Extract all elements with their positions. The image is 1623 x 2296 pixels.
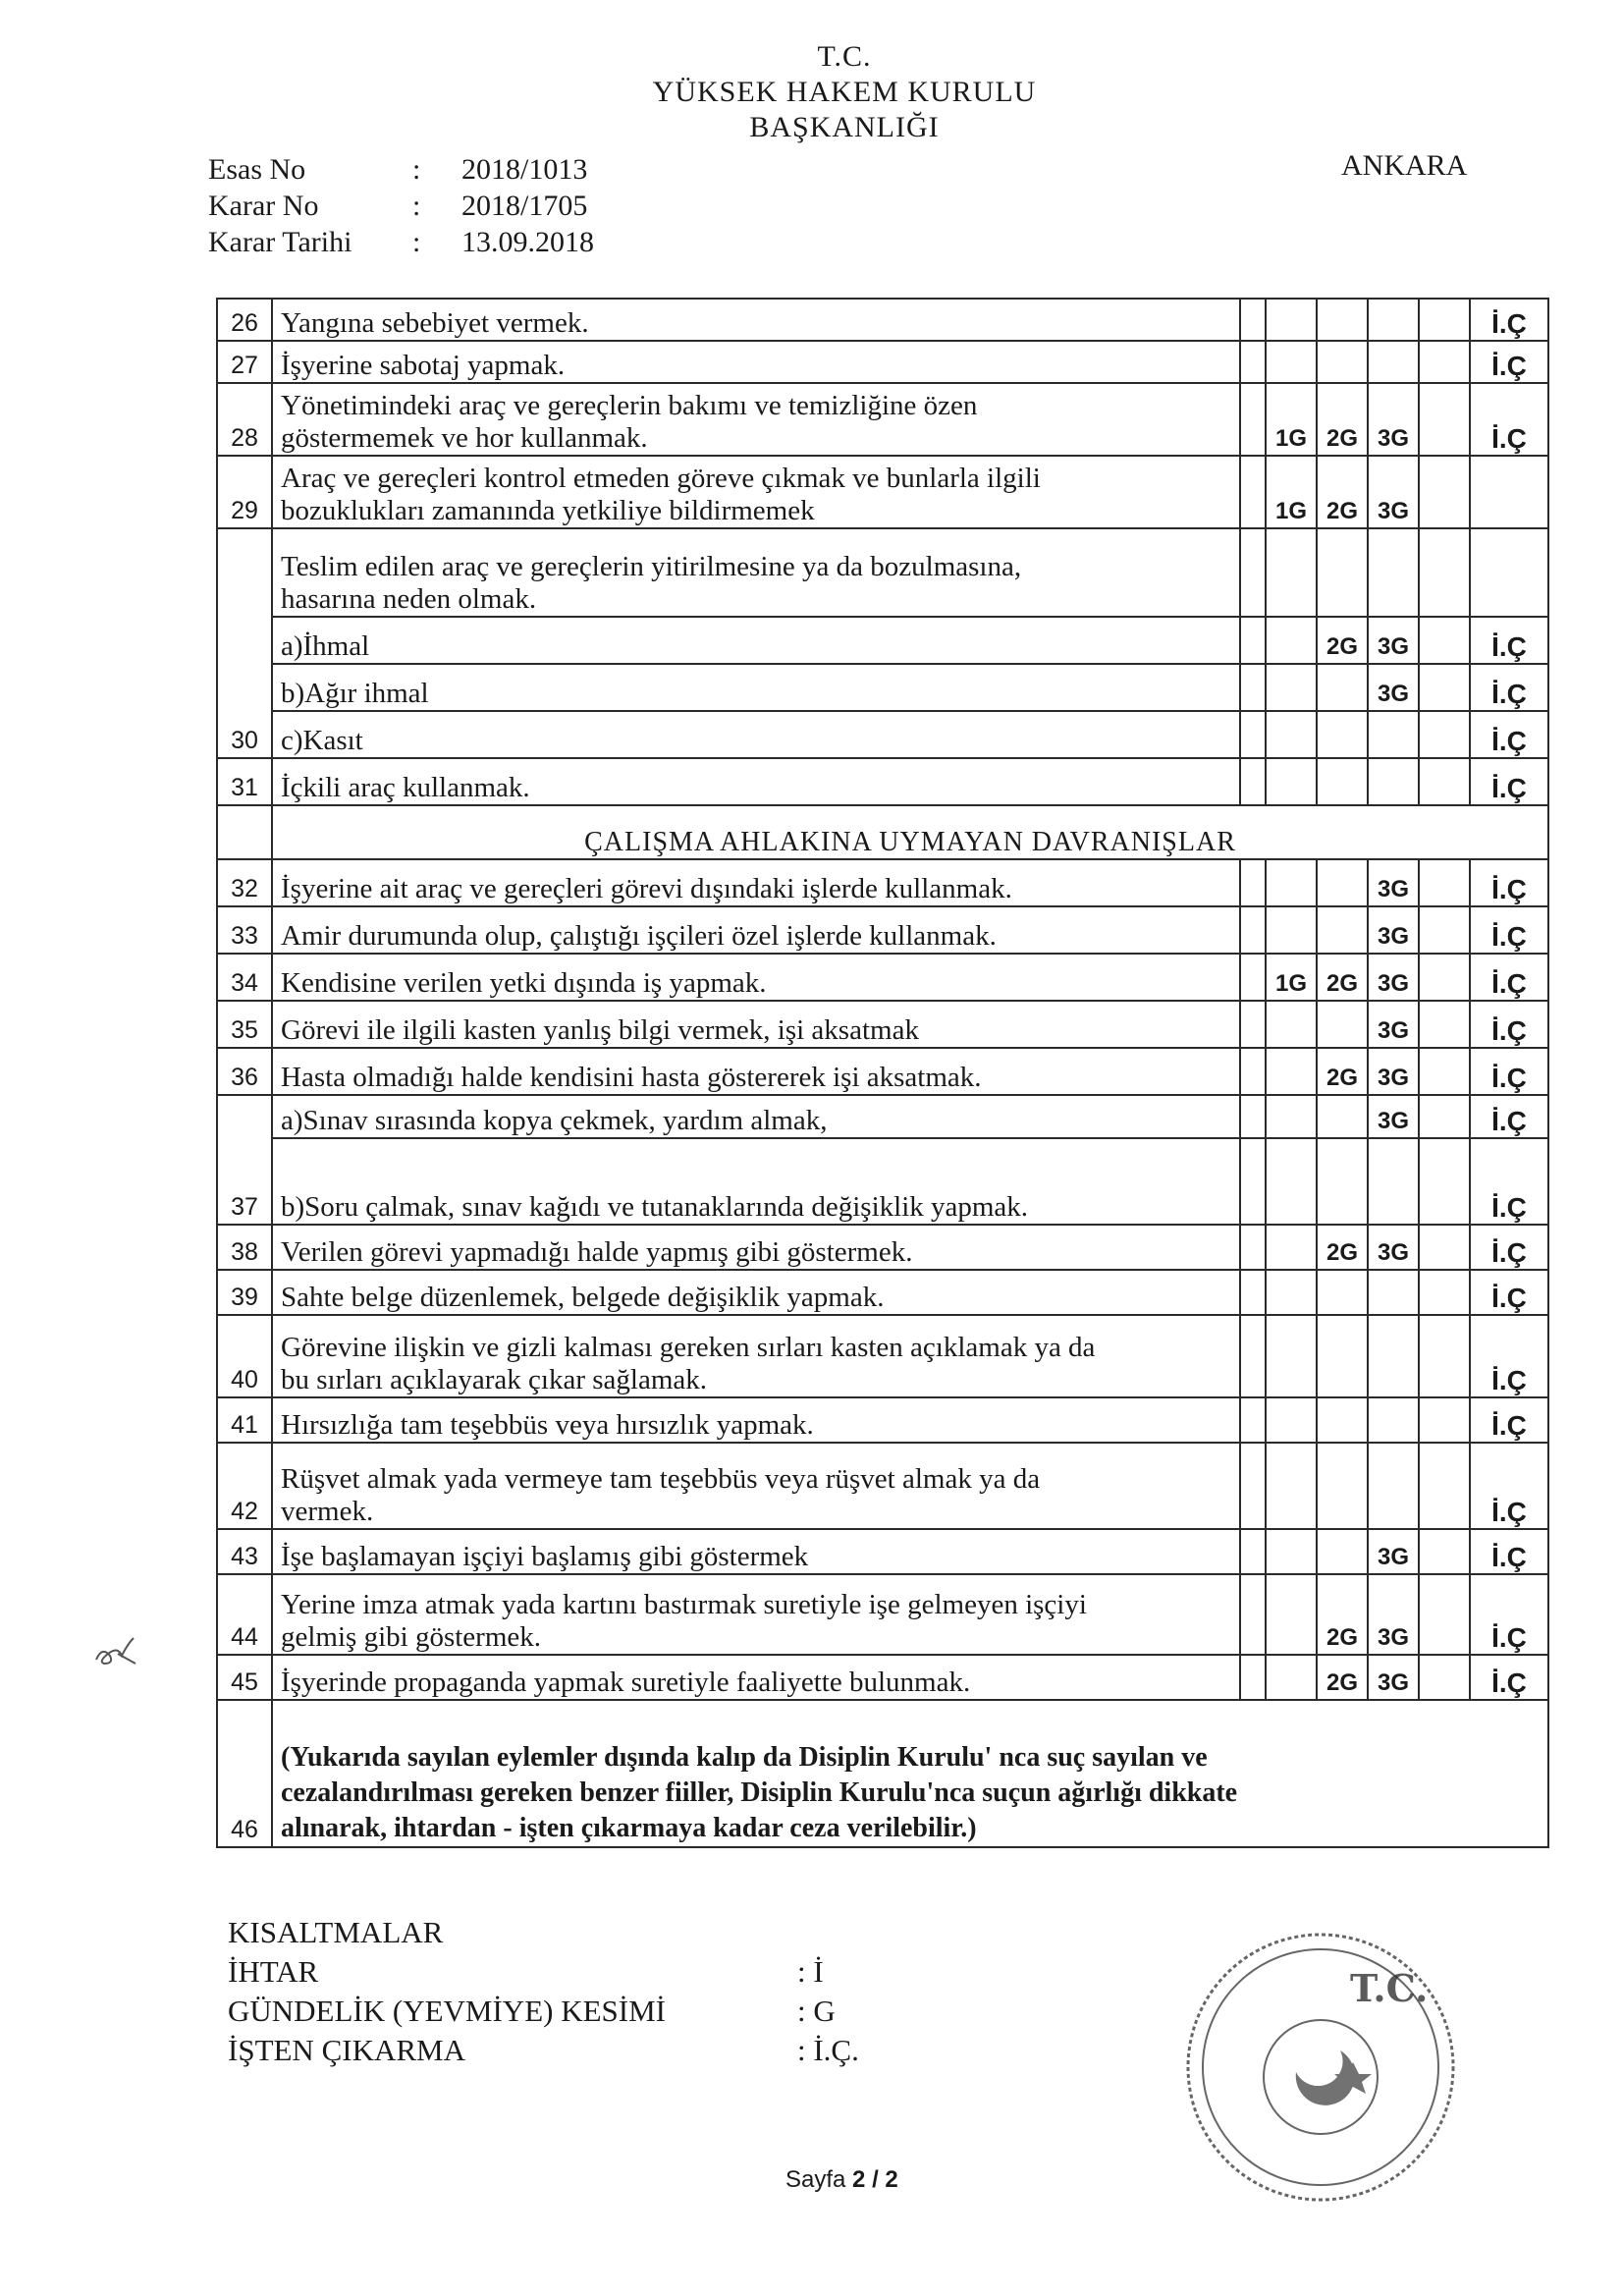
penalty-2g: 2G: [1317, 456, 1368, 528]
header-line-presidency: BAŞKANLIĞI: [749, 111, 940, 143]
table-row: [217, 1397, 1548, 1443]
row-number: 43: [217, 1529, 272, 1574]
penalty-dismissal: İ.Ç: [1470, 906, 1548, 954]
row-number: 38: [217, 1225, 272, 1270]
penalty-2g: 2G: [1317, 954, 1368, 1001]
table-row: [217, 758, 1548, 805]
row-text: [272, 1443, 1240, 1529]
row-text: Kendisine verilen yetki dışında iş yapmak.: [272, 954, 1240, 1001]
city-label: ANKARA: [1341, 149, 1468, 182]
penalty-3g: 3G: [1368, 383, 1419, 456]
table-row: [217, 456, 1548, 528]
page-value: 2 / 2: [852, 2166, 898, 2193]
row-text: İşe başlamayan işçiyi başlamış gibi göstermek: [272, 1529, 1240, 1574]
row-text-line: bu sırları açıklayarak çıkar sağlamak.: [281, 1364, 707, 1395]
penalty-dismissal: İ.Ç: [1470, 1655, 1548, 1700]
meta-label: Esas No: [208, 153, 306, 186]
penalty-3g: 3G: [1368, 1048, 1419, 1095]
row-text-line: Rüşvet almak yada vermeye tam teşebbüs veya rüşvet almak ya da: [281, 1463, 1041, 1495]
penalty-3g: 3G: [1368, 1529, 1419, 1574]
abbreviations-title: KISALTMALAR: [228, 1915, 444, 1949]
table-row: [217, 1001, 1548, 1048]
row-number: 26: [217, 299, 272, 341]
table-row: [217, 383, 1548, 456]
row-text: [272, 528, 1240, 617]
penalty-3g: 3G: [1368, 1225, 1419, 1270]
penalty-dismissal: İ.Ç: [1470, 617, 1548, 664]
penalty-dismissal: İ.Ç: [1470, 1138, 1548, 1225]
header-line-tc: T.C.: [817, 40, 872, 73]
row-text: Yangına sebebiyet vermek.: [272, 299, 1240, 341]
table-row: [217, 528, 1548, 617]
meta-colon: :: [412, 226, 421, 258]
abbreviation-value: : İ: [797, 1954, 824, 1989]
row-text: [272, 456, 1240, 528]
penalty-dismissal: İ.Ç: [1470, 711, 1548, 758]
row-number: 28: [217, 383, 272, 456]
table-row: [217, 299, 1548, 341]
header-line-institution: YÜKSEK HAKEM KURULU: [652, 76, 1037, 108]
meta-value: 2018/1013: [461, 153, 588, 186]
penalty-3g: 3G: [1368, 859, 1419, 906]
table-row: [217, 1270, 1548, 1315]
row-text-line: (Yukarıda sayılan eylemler dışında kalıp da Disiplin Kurulu' nca suç sayılan ve: [281, 1742, 1208, 1773]
row-number: 30: [217, 528, 272, 758]
penalty-dismissal: İ.Ç: [1470, 1270, 1548, 1315]
discipline-table: [216, 298, 1549, 1848]
table-row: [217, 617, 1548, 664]
row-text: c)Kasıt: [272, 711, 1240, 758]
penalty-dismissal: İ.Ç: [1470, 859, 1548, 906]
penalty-dismissal: İ.Ç: [1470, 1048, 1548, 1095]
row-text: [272, 1574, 1240, 1655]
row-text: [272, 1700, 1548, 1847]
row-number: 29: [217, 456, 272, 528]
row-text: [272, 383, 1240, 456]
meta-colon: :: [412, 153, 421, 186]
meta-value: 13.09.2018: [461, 226, 594, 258]
penalty-3g: 3G: [1368, 617, 1419, 664]
penalty-dismissal: İ.Ç: [1470, 299, 1548, 341]
penalty-3g: 3G: [1368, 456, 1419, 528]
row-number: 33: [217, 906, 272, 954]
row-number: 42: [217, 1443, 272, 1529]
row-text: Amir durumunda olup, çalıştığı işçileri özel işlerde kullanmak.: [272, 906, 1240, 954]
row-text-line: alınarak, ihtardan - işten çıkarmaya kadar ceza verilebilir.): [281, 1813, 977, 1843]
penalty-2g: 2G: [1317, 617, 1368, 664]
penalty-1g: 1G: [1266, 383, 1317, 456]
row-text: b)Soru çalmak, sınav kağıdı ve tutanaklarında değişiklik yapmak.: [272, 1138, 1240, 1225]
row-text-line: hasarına neden olmak.: [281, 583, 537, 615]
table-row: [217, 1095, 1548, 1138]
penalty-2g: 2G: [1317, 1225, 1368, 1270]
abbreviation-label: İŞTEN ÇIKARMA: [228, 2033, 465, 2067]
row-text-line: Araç ve gereçleri kontrol etmeden göreve çıkmak ve bunlarla ilgili: [281, 463, 1041, 494]
penalty-dismissal: İ.Ç: [1470, 1225, 1548, 1270]
meta-label: Karar No: [208, 190, 319, 222]
abbreviation-item: [228, 1952, 859, 1992]
row-text: Sahte belge düzenlemek, belgede değişiklik yapmak.: [272, 1270, 1240, 1315]
penalty-dismissal: İ.Ç: [1470, 954, 1548, 1001]
penalty-dismissal: İ.Ç: [1470, 1529, 1548, 1574]
row-text: Hasta olmadığı halde kendisini hasta göstererek işi aksatmak.: [272, 1048, 1240, 1095]
row-text-line: Yerine imza atmak yada kartını bastırmak suretiyle işe gelmeyen işçiyi: [281, 1589, 1087, 1620]
abbreviation-value: : G: [797, 1994, 836, 2028]
abbreviation-value: : İ.Ç.: [797, 2033, 859, 2067]
table-row: [217, 954, 1548, 1001]
penalty-dismissal: İ.Ç: [1470, 1315, 1548, 1397]
table-row: [217, 859, 1548, 906]
table-row: [217, 664, 1548, 711]
row-number: 34: [217, 954, 272, 1001]
penalty-dismissal: İ.Ç: [1470, 664, 1548, 711]
handwritten-initials-icon: [88, 1620, 147, 1679]
abbreviations-block: [228, 1913, 859, 2070]
row-text: İşyerine ait araç ve gereçleri görevi dışındaki işlerde kullanmak.: [272, 859, 1240, 906]
penalty-2g: 2G: [1317, 1048, 1368, 1095]
penalty-dismissal: İ.Ç: [1470, 383, 1548, 456]
row-text-line: Yönetimindeki araç ve gereçlerin bakımı ve temizliğine özen: [281, 390, 978, 421]
meta-colon: :: [412, 190, 421, 222]
table-row: [217, 341, 1548, 383]
table-row: [217, 1048, 1548, 1095]
penalty-2g: 2G: [1317, 383, 1368, 456]
row-text: b)Ağır ihmal: [272, 664, 1240, 711]
meta-row-tarih: [208, 224, 594, 260]
row-number: 27: [217, 341, 272, 383]
row-text-line: Teslim edilen araç ve gereçlerin yitirilmesine ya da bozulmasına,: [281, 551, 1022, 582]
row-text: a)Sınav sırasında kopya çekmek, yardım almak,: [272, 1095, 1240, 1138]
table-row: [217, 1138, 1548, 1225]
row-number: 40: [217, 1315, 272, 1397]
official-seal-icon: [1178, 1925, 1463, 2210]
table-row: [217, 1443, 1548, 1529]
penalty-3g: 3G: [1368, 954, 1419, 1001]
penalty-dismissal: İ.Ç: [1470, 1574, 1548, 1655]
penalty-3g: 3G: [1368, 906, 1419, 954]
penalty-2g: 2G: [1317, 1574, 1368, 1655]
row-text-line: Görevine ilişkin ve gizli kalması gereken sırları kasten açıklamak ya da: [281, 1332, 1096, 1363]
penalty-1g: 1G: [1266, 456, 1317, 528]
row-number: 31: [217, 758, 272, 805]
table-row: [217, 711, 1548, 758]
row-number: 35: [217, 1001, 272, 1048]
table-row: [217, 1700, 1548, 1847]
table-row: [217, 1315, 1548, 1397]
meta-row-karar: [208, 188, 594, 224]
meta-row-esas: [208, 151, 594, 188]
table-row: [217, 1574, 1548, 1655]
penalty-dismissal: İ.Ç: [1470, 758, 1548, 805]
row-number: 45: [217, 1655, 272, 1700]
case-meta: [208, 151, 594, 260]
row-number: 46: [217, 1700, 272, 1847]
penalty-dismissal: İ.Ç: [1470, 1001, 1548, 1048]
section-heading: ÇALIŞMA AHLAKINA UYMAYAN DAVRANIŞLAR: [272, 805, 1548, 859]
row-text: a)İhmal: [272, 617, 1240, 664]
table-row: [217, 1655, 1548, 1700]
page-number: [785, 2166, 898, 2194]
penalty-3g: 3G: [1368, 1001, 1419, 1048]
row-text-line: göstermemek ve hor kullanmak.: [281, 422, 648, 454]
penalty-2g: 2G: [1317, 1655, 1368, 1700]
row-text: İçkili araç kullanmak.: [272, 758, 1240, 805]
table-row: [217, 1225, 1548, 1270]
row-number: 41: [217, 1397, 272, 1443]
row-text-line: cezalandırılması gereken benzer fiiller, Disiplin Kurulu'nca suçun ağırlığı dikkate: [281, 1777, 1238, 1808]
row-number: 44: [217, 1574, 272, 1655]
row-number: 36: [217, 1048, 272, 1095]
row-text: İşyerinde propaganda yapmak suretiyle faaliyette bulunmak.: [272, 1655, 1240, 1700]
meta-label: Karar Tarihi: [208, 226, 352, 258]
section-row: [217, 805, 1548, 859]
abbreviation-label: İHTAR: [228, 1954, 319, 1989]
penalty-dismissal: İ.Ç: [1470, 1095, 1548, 1138]
row-number: 32: [217, 859, 272, 906]
table-row: [217, 1529, 1548, 1574]
page-prefix: Sayfa: [785, 2166, 846, 2193]
abbreviation-label: GÜNDELİK (YEVMİYE) KESİMİ: [228, 1994, 666, 2028]
row-text-line: bozuklukları zamanında yetkiliye bildirmemek: [281, 495, 815, 526]
row-text-line: vermek.: [281, 1496, 374, 1527]
penalty-1g: 1G: [1266, 954, 1317, 1001]
penalty-dismissal: İ.Ç: [1470, 341, 1548, 383]
penalty-dismissal: İ.Ç: [1470, 1443, 1548, 1529]
row-text: Görevi ile ilgili kasten yanlış bilgi vermek, işi aksatmak: [272, 1001, 1240, 1048]
abbreviation-item: [228, 2031, 859, 2070]
row-text: Hırsızlığa tam teşebbüs veya hırsızlık yapmak.: [272, 1397, 1240, 1443]
row-text-line: gelmiş gibi göstermek.: [281, 1621, 541, 1653]
row-text: Verilen görevi yapmadığı halde yapmış gibi göstermek.: [272, 1225, 1240, 1270]
penalty-3g: 3G: [1368, 1655, 1419, 1700]
meta-value: 2018/1705: [461, 190, 588, 222]
row-number: 39: [217, 1270, 272, 1315]
document-header: [619, 39, 1070, 145]
abbreviation-item: [228, 1992, 859, 2031]
table-row: [217, 906, 1548, 954]
row-text: İşyerine sabotaj yapmak.: [272, 341, 1240, 383]
penalty-3g: 3G: [1368, 664, 1419, 711]
penalty-dismissal: İ.Ç: [1470, 1397, 1548, 1443]
seal-text: T.C.: [1350, 1966, 1429, 2010]
penalty-3g: 3G: [1368, 1574, 1419, 1655]
row-text: [272, 1315, 1240, 1397]
row-number: 37: [217, 1095, 272, 1225]
penalty-3g: 3G: [1368, 1095, 1419, 1138]
